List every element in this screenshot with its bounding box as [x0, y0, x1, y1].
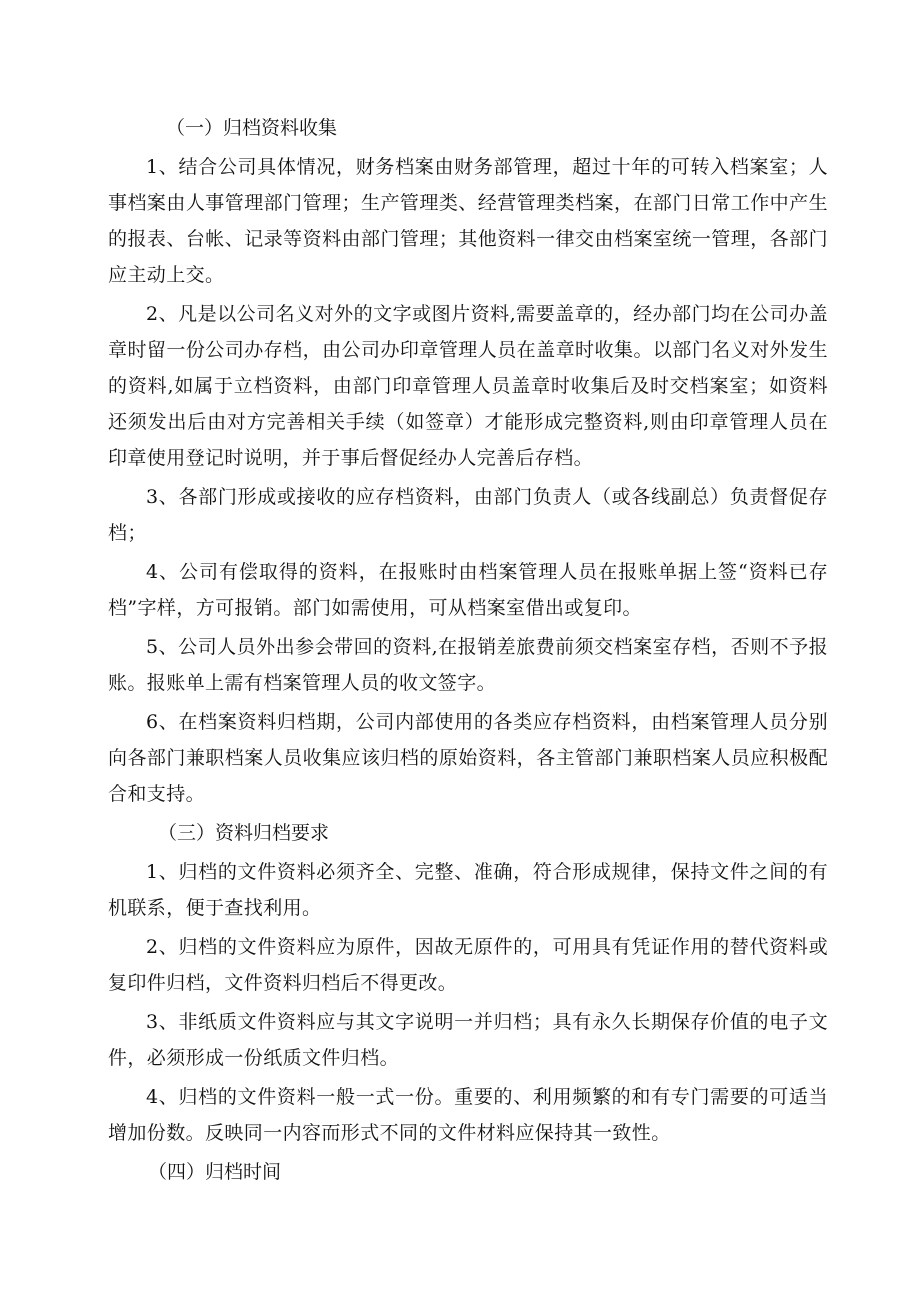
section-heading-timing: （四）归档时间 — [148, 1161, 282, 1183]
paragraph-requirement-2: 2、归档的文件资料应为原件，因故无原件的，可用具有凭证作用的替代资料或复印件归档，文件资料归档后不得更改。 — [108, 936, 828, 994]
paragraph-collection-3: 3、各部门形成或接收的应存档资料，由部门负责人（或各线副总）负责督促存档； — [108, 486, 828, 544]
paragraph-collection-2: 2、凡是以公司名义对外的文字或图片资料,需要盖章的，经办部门均在公司办盖章时留一份公司办存档，由公司办印章管理人员在盖章时收集。以部门名义对外发生的资料,如属于立档资料，由部门印章管理人员盖章时收集后及时交档案室；如资料还须发出后由对方完善相关手续（如签章）才能形成完整资料,则由印章管理人员在印章使用登记时说明，并于事后督促经办人完善后存档。 — [108, 303, 828, 469]
section-heading-requirements: （三）资料归档要求 — [158, 822, 330, 844]
paragraph-collection-1: 1、结合公司具体情况，财务档案由财务部管理，超过十年的可转入档案室；人事档案由人事管理部门管理；生产管理类、经营管理类档案，在部门日常工作中产生的报表、台帐、记录等资料由部门管理；其他资料一律交由档案室统一管理，各部门应主动上交。 — [108, 156, 828, 286]
document-page — [108, 110, 828, 1190]
paragraph-requirement-1: 1、归档的文件资料必须齐全、完整、准确，符合形成规律，保持文件之间的有机联系，便于查找利用。 — [108, 861, 828, 919]
paragraph-collection-4: 4、公司有偿取得的资料，在报账时由档案管理人员在报账单据上签“资料已存档”字样，方可报销。部门如需使用，可从档案室借出或复印。 — [108, 561, 828, 619]
paragraph-requirement-4: 4、归档的文件资料一般一式一份。重要的、利用频繁的和有专门需要的可适当增加份数。反映同一内容而形式不同的文件材料应保持其一致性。 — [108, 1086, 828, 1144]
paragraph-collection-5: 5、公司人员外出参会带回的资料,在报销差旅费前须交档案室存档，否则不予报账。报账单上需有档案管理人员的收文签字。 — [108, 636, 828, 694]
section-heading-collection: （一）归档资料收集 — [166, 117, 338, 139]
paragraph-collection-6: 6、在档案资料归档期，公司内部使用的各类应存档资料，由档案管理人员分别向各部门兼职档案人员收集应该归档的原始资料，各主管部门兼职档案人员应积极配合和支持。 — [108, 711, 828, 805]
paragraph-requirement-3: 3、非纸质文件资料应与其文字说明一并归档；具有永久长期保存价值的电子文件，必须形成一份纸质文件归档。 — [108, 1011, 828, 1069]
